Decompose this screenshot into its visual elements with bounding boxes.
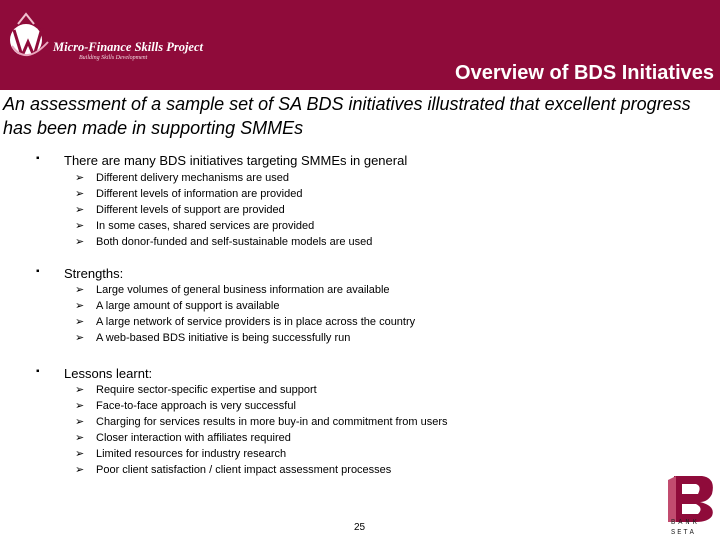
list-item-text: A web-based BDS initiative is being successfully run: [96, 332, 351, 344]
list-item-text: Closer interaction with affiliates required: [96, 432, 291, 444]
arrow-bullet-icon: ➢: [75, 316, 85, 328]
list-item-text: A large network of service providers is in place across the country: [96, 316, 416, 328]
list-item-text: Large volumes of general business information are available: [96, 284, 390, 296]
list-item-text: Charging for services results in more buy-in and commitment from users: [96, 416, 448, 428]
square-bullet-icon: ▪: [36, 266, 40, 277]
list-item-text: Face-to-face approach is very successful: [96, 400, 296, 412]
arrow-bullet-icon: ➢: [75, 236, 85, 248]
arrow-bullet-icon: ➢: [75, 464, 85, 476]
arrow-bullet-icon: ➢: [75, 432, 85, 444]
list-item-text: Require sector-specific expertise and support: [96, 384, 317, 396]
list-item-text: Different levels of support are provided: [96, 204, 285, 216]
logo-subtitle: Building Skills Development: [79, 55, 148, 61]
logo-text: Micro-Finance Skills Project: [53, 40, 203, 54]
arrow-bullet-icon: ➢: [75, 448, 85, 460]
list-item-text: Both donor-funded and self-sustainable models are used: [96, 236, 373, 248]
arrow-bullet-icon: ➢: [75, 220, 85, 232]
square-bullet-icon: ▪: [36, 366, 40, 377]
arrow-bullet-icon: ➢: [75, 204, 85, 216]
arrow-bullet-icon: ➢: [75, 400, 85, 412]
arrow-bullet-icon: ➢: [75, 188, 85, 200]
section-heading-text: There are many BDS initiatives targeting SMMEs in general: [64, 153, 408, 168]
arrow-bullet-icon: ➢: [75, 172, 85, 184]
slide-title: Overview of BDS Initiatives: [455, 62, 714, 84]
corner-logo-bank-text: BANK: [671, 519, 700, 527]
arrow-bullet-icon: ➢: [75, 416, 85, 428]
list-item-text: In some cases, shared services are provided: [96, 220, 315, 232]
corner-logo-seta-text: SETA: [671, 529, 696, 537]
list-item-text: A large amount of support is available: [96, 300, 280, 312]
list-item-text: Different levels of information are provided: [96, 188, 303, 200]
slide-subtitle: An assessment of a sample set of SA BDS initiatives illustrated that excellent progress has been made in supporting SMMEs: [3, 94, 691, 138]
page-number: 25: [354, 522, 366, 533]
section-heading-text: Lessons learnt:: [64, 366, 153, 381]
square-bullet-icon: ▪: [36, 153, 40, 164]
section-heading-text: Strengths:: [64, 266, 124, 281]
list-item-text: Poor client satisfaction / client impact assessment processes: [96, 464, 392, 476]
arrow-bullet-icon: ➢: [75, 384, 85, 396]
list-item-text: Limited resources for industry research: [96, 448, 287, 460]
arrow-bullet-icon: ➢: [75, 332, 85, 344]
list-item-text: Different delivery mechanisms are used: [96, 172, 289, 184]
arrow-bullet-icon: ➢: [75, 300, 85, 312]
arrow-bullet-icon: ➢: [75, 284, 85, 296]
